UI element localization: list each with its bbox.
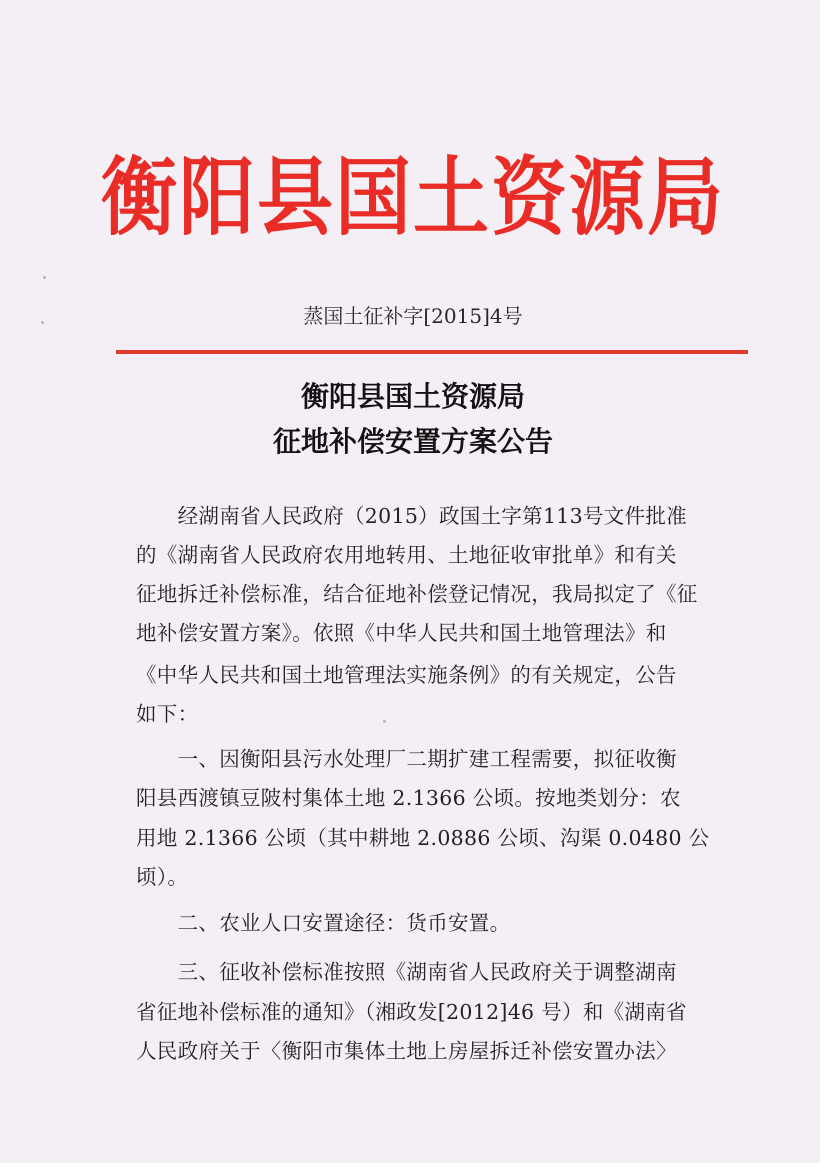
- body-text-line: 的《湖南省人民政府农用地转用、土地征收审批单》和有关: [136, 543, 677, 567]
- notice-title-line-2: 征地补偿安置方案公告: [272, 425, 553, 458]
- body-text-line: 阳县西渡镇豆陂村集体土地 2.1366 公顷。按地类划分：农: [136, 786, 681, 810]
- body-text-line: 顷）。: [136, 865, 189, 889]
- body-text-line: 经湖南省人民政府（2015）政国土字第113号文件批准: [136, 504, 687, 528]
- agency-letterhead: 衡阳县国土资源局: [101, 147, 725, 248]
- body-text-line: 征地拆迁补偿标准，结合征地补偿登记情况，我局拟定了《征: [136, 582, 698, 606]
- body-text-line: 三、征收补偿标准按照《湖南省人民政府关于调整湖南: [136, 960, 677, 984]
- notice-title-line-1: 衡阳县国土资源局: [300, 380, 525, 413]
- body-text-line: 省征地补偿标准的通知》（湘政发[2012]46 号）和《湖南省: [136, 1000, 687, 1024]
- scan-edge-bottom: [0, 1163, 826, 1169]
- body-text-line: 二、农业人口安置途径：货币安置。: [136, 911, 511, 935]
- red-divider-line: [116, 350, 748, 354]
- body-text-line: 人民政府关于〈衡阳市集体土地上房屋拆迁补偿安置办法〉: [136, 1039, 677, 1063]
- scan-speck: [43, 276, 46, 279]
- body-text-line: 用地 2.1366 公顷（其中耕地 2.0886 公顷、沟渠 0.0480 公: [136, 826, 710, 850]
- body-text-line: 如下：: [136, 702, 199, 726]
- body-text-line: 一、因衡阳县污水处理厂二期扩建工程需要，拟征收衡: [136, 747, 677, 771]
- body-text-line: 地补偿安置方案》。依照《中华人民共和国土地管理法》和: [136, 621, 667, 645]
- body-text-line: 《中华人民共和国土地管理法实施条例》的有关规定，公告: [136, 663, 677, 687]
- scan-edge-right: [820, 0, 826, 1169]
- document-number: 蒸国土征补字[2015]4号: [303, 304, 523, 328]
